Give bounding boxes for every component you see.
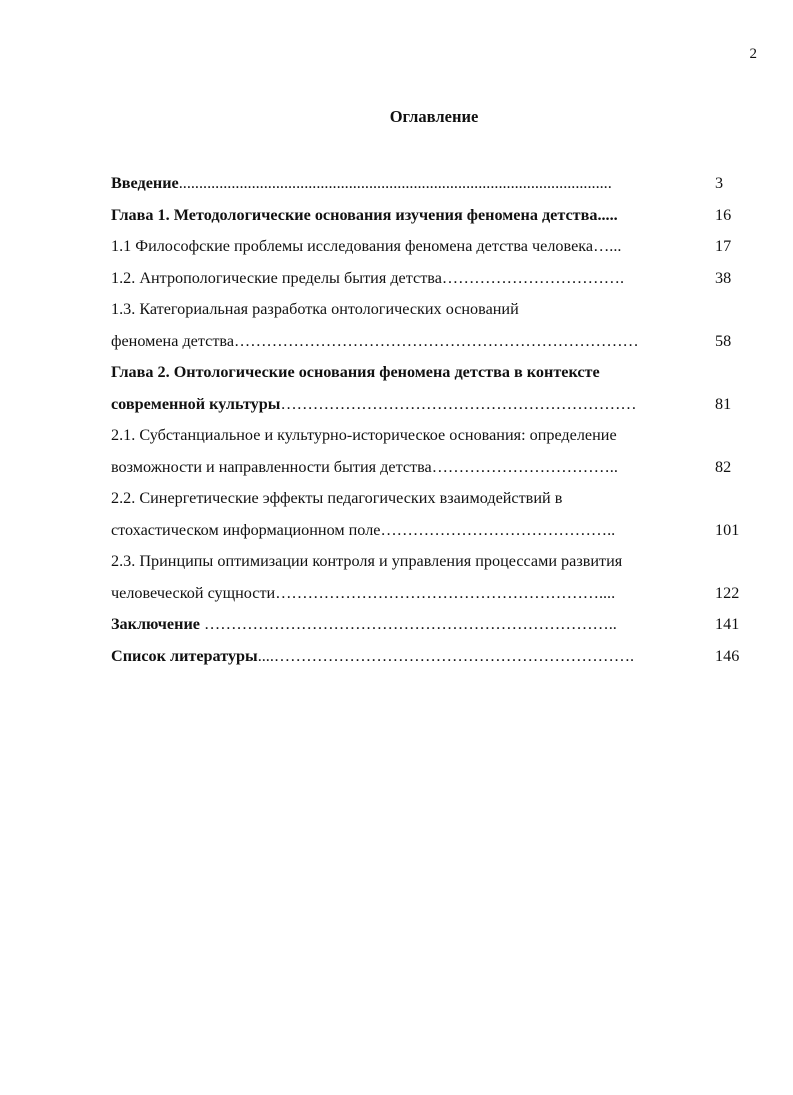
toc-entry-title: современной культуры (111, 394, 281, 413)
toc-title: Оглавление (389, 107, 479, 126)
toc-entry-title: 1.3. Категориальная разработка онтологических оснований (111, 300, 519, 318)
toc-entry-leader: ....…………………………………………………………. (257, 646, 635, 665)
toc-entry-page: 82 (715, 457, 732, 476)
toc-entry (111, 641, 751, 673)
toc-entry-title: 2.3. Принципы оптимизации контроля и управления процессами развития (111, 552, 623, 570)
toc-entry-leader: …………………………….. (431, 457, 618, 476)
toc-entry-leader: ……………………………. (441, 268, 624, 287)
toc-entry (111, 546, 751, 578)
toc-entry-page: 16 (715, 205, 732, 224)
toc-entry (111, 294, 751, 326)
toc-entry-leader: ........................................................................................................... (178, 174, 612, 192)
toc-entry-title: 1.2. Антропологические пределы бытия детства (111, 268, 442, 287)
toc-entry-page: 141 (715, 615, 740, 633)
toc-entry-page: 3 (715, 174, 724, 192)
toc-entry-page: 146 (715, 646, 740, 665)
toc-entry-leader: ………………………………………………………………… (234, 331, 639, 350)
toc-entry-title: Глава 2. Онтологические основания феномена детства в контексте (111, 363, 600, 381)
toc-entry (111, 168, 751, 200)
toc-entry-page: 81 (715, 394, 732, 413)
toc-entry (111, 231, 751, 263)
toc-entry-title: 2.2. Синергетические эффекты педагогических взаимодействий в (111, 489, 563, 507)
toc-entry-page: 122 (715, 583, 740, 602)
toc-entry-title: стохастическом информационном поле (111, 520, 381, 539)
toc-entry-title: возможности и направленности бытия детства (111, 457, 432, 476)
toc-entry-page: 17 (715, 237, 732, 255)
toc-entry-title: 2.1. Субстанциальное и культурно-историческое основания: определение (111, 426, 617, 444)
toc-entry-title: человеческой сущности (111, 583, 276, 602)
page-number: 2 (749, 46, 757, 62)
toc-entry-page: 58 (715, 331, 732, 350)
toc-entry (111, 357, 751, 389)
toc-entry-title: Список литературы (111, 646, 258, 665)
toc-entry (111, 483, 751, 515)
toc-entry (111, 389, 751, 421)
toc-entry-page: 38 (715, 268, 732, 287)
toc-entry-title: 1.1 Философские проблемы исследования феномена детства человека (111, 237, 594, 255)
toc-entry-leader: …... (593, 237, 622, 255)
toc-entry (111, 578, 751, 610)
toc-entry (111, 420, 751, 452)
toc-entry-leader: ………………………………………………………… (280, 394, 637, 413)
toc-entry-title: феномена детства (111, 331, 235, 350)
toc-entry-title: Введение (111, 174, 179, 192)
toc-entry-leader: ………………………………………………………………….. (199, 615, 617, 633)
toc-entry-title: Заключение (111, 615, 200, 633)
toc-entry (111, 326, 751, 358)
toc-entry (111, 609, 751, 641)
table-of-contents (111, 168, 751, 672)
toc-entry (111, 452, 751, 484)
toc-entry-title: Глава 1. Методологические основания изучения феномена детства (111, 205, 598, 224)
toc-entry-leader: …………………………………….. (380, 520, 616, 539)
toc-entry-page: 101 (715, 520, 740, 539)
toc-entry-leader: …………………………………………………….... (275, 583, 616, 602)
toc-entry (111, 200, 751, 232)
toc-entry-leader: ..... (597, 205, 618, 224)
toc-entry (111, 515, 751, 547)
toc-entry (111, 263, 751, 295)
